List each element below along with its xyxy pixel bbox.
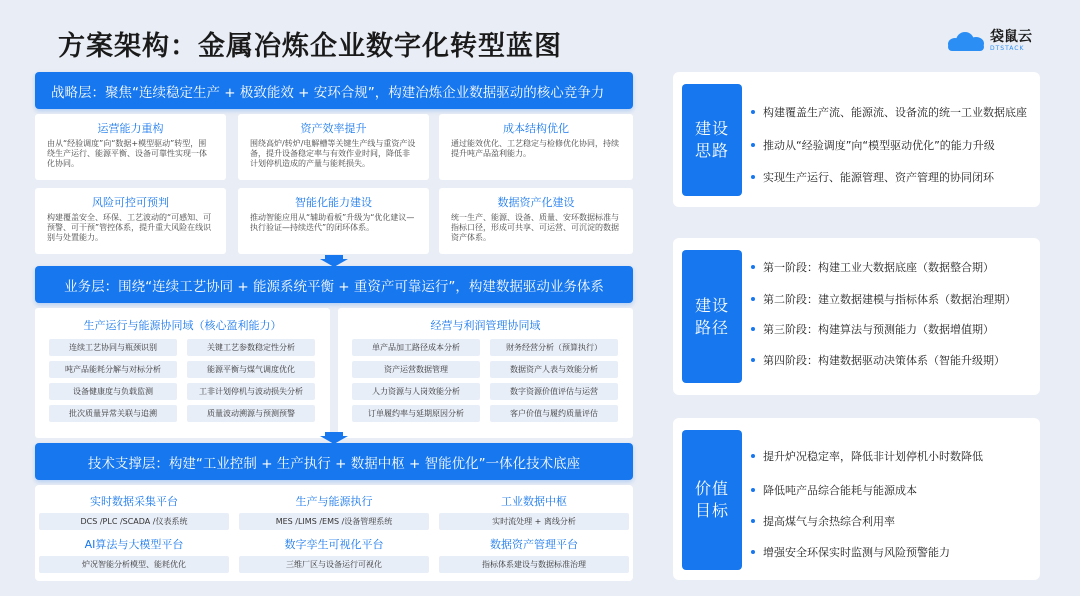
strategy-layer-bar: 战略层：聚焦“连续稳定生产 + 极致能效 + 安环合规”，构建冶炼企业数据驱动的核心竞争力 xyxy=(35,72,633,109)
domain-item: 订单履约率与延期原因分析 xyxy=(352,405,480,422)
panel-tag xyxy=(682,84,742,196)
platform-title: AI算法与大模型平台 xyxy=(84,538,184,551)
card-desc: 构建覆盖安全、环保、工艺波动的“可感知、可预警、可干预”管控体系，提升重大风险在线识别与处置能力。 xyxy=(47,213,212,242)
tag-line: 目标 xyxy=(694,501,729,520)
domain-item: 数字资源价值评估与运营 xyxy=(490,383,618,400)
domain-item: 质量波动溯源与预测预警 xyxy=(187,405,315,422)
company-logo xyxy=(946,30,1032,52)
panel-item: 构建覆盖生产流、能源流、设备流的统一工业数据底座 xyxy=(751,104,1027,120)
panel-item: 第二阶段：建立数据建模与指标体系（数据治理期） xyxy=(751,291,1016,307)
tech-platform xyxy=(439,536,629,573)
panel-item: 推动从“经验调度”向“模型驱动优化”的能力升级 xyxy=(751,137,995,153)
platform-title: 工业数据中枢 xyxy=(501,495,567,508)
cloud-logo-icon xyxy=(946,30,986,52)
logo-subtitle: DTSTACK xyxy=(990,45,1025,52)
bullet-icon xyxy=(751,358,755,362)
page-title: 方案架构：金属冶炼企业数字化转型蓝图 xyxy=(58,31,562,62)
card-desc: 统一生产、能源、设备、质量、安环数据标准与指标口径，形成可共享、可运营、可沉淀的数据资产体系。 xyxy=(451,213,619,242)
bullet-icon xyxy=(751,519,755,523)
domain-item: 资产运营数据管理 xyxy=(352,361,480,378)
bullet-icon xyxy=(751,265,755,269)
finance-profit-domain xyxy=(338,308,633,438)
panel-item: 第一阶段：构建工业大数据底座（数据整合期） xyxy=(751,259,994,275)
panel-tag xyxy=(682,430,742,570)
tech-platform xyxy=(39,493,229,530)
platform-item: 三维厂区与设备运行可视化 xyxy=(239,556,429,573)
card-desc: 推动智能应用从“辅助看板”升级为“优化建议—执行验证—持续迭代”的闭环体系。 xyxy=(250,213,415,232)
domain-item: 人力资源与人岗效能分析 xyxy=(352,383,480,400)
strategy-card xyxy=(439,188,633,254)
strategy-card xyxy=(35,114,226,180)
domain-item: 客户价值与履约质量评估 xyxy=(490,405,618,422)
card-title: 智能化能力建设 xyxy=(295,196,372,209)
value-goal-panel xyxy=(673,418,1040,580)
card-title: 运营能力重构 xyxy=(97,122,164,135)
bullet-icon xyxy=(751,327,755,331)
platform-item: DCS /PLC /SCADA /仪表系统 xyxy=(39,513,229,530)
tech-platforms xyxy=(35,485,633,581)
domain-item: 数据资产人表与效能分析 xyxy=(490,361,618,378)
domain-item: 能源平衡与煤气调度优化 xyxy=(187,361,315,378)
strategy-card xyxy=(35,188,226,254)
business-domains xyxy=(35,308,633,438)
tech-platform xyxy=(39,536,229,573)
construction-approach-panel xyxy=(673,72,1040,207)
domain-item: 单产品加工路径成本分析 xyxy=(352,339,480,356)
platform-item: 实时流处理 + 离线分析 xyxy=(439,513,629,530)
panel-item: 第四阶段：构建数据驱动决策体系（智能升级期） xyxy=(751,352,1005,368)
domain-item: 财务经营分析（预算执行） xyxy=(490,339,618,356)
domain-item: 设备健康度与负载监测 xyxy=(49,383,177,400)
card-title: 风险可控可预判 xyxy=(92,196,169,209)
tech-platform xyxy=(239,493,429,530)
strategy-card xyxy=(238,114,429,180)
bullet-icon xyxy=(751,550,755,554)
bullet-icon xyxy=(751,488,755,492)
panel-item: 实现生产运行、能源管理、资产管理的协同闭环 xyxy=(751,169,994,185)
card-desc: 围绕高炉/转炉/电解槽等关键生产线与重资产设备，提升设备稳定率与有效作业时间，降低非计划停机造成的产量与能耗损失。 xyxy=(250,139,416,168)
domain-item: 工非计划停机与波动损失分析 xyxy=(187,383,315,400)
domain-item: 关键工艺参数稳定性分析 xyxy=(187,339,315,356)
platform-item: 炉况智能分析模型、能耗优化 xyxy=(39,556,229,573)
panel-item: 提升炉况稳定率，降低非计划停机小时数降低 xyxy=(751,448,983,464)
card-title: 数据资产化建设 xyxy=(497,196,575,209)
domain-title: 经营与利润管理协同域 xyxy=(430,319,541,332)
bullet-icon xyxy=(751,143,755,147)
strategy-card xyxy=(439,114,633,180)
panel-tag xyxy=(682,250,742,383)
panel-item: 降低吨产品综合能耗与能源成本 xyxy=(751,482,917,498)
business-layer-bar: 业务层：围绕“连续工艺协同 + 能源系统平衡 + 重资产可靠运行”，构建数据驱动业务体系 xyxy=(35,266,633,303)
platform-item: MES /LIMS /EMS /设备管理系统 xyxy=(239,513,429,530)
platform-item: 指标体系建设与数据标准治理 xyxy=(439,556,629,573)
strategy-cards xyxy=(35,114,633,262)
platform-title: 数字孪生可视化平台 xyxy=(284,538,384,551)
strategy-card xyxy=(238,188,429,254)
card-desc: 由从“经验调度”向“数据+模型驱动”转型，围绕生产运行、能源平衡、设备可靠性实现一体化协同。 xyxy=(47,139,207,168)
bullet-icon xyxy=(751,175,755,179)
panel-item: 增强安全环保实时监测与风险预警能力 xyxy=(751,544,950,560)
tag-line: 建设 xyxy=(694,295,729,315)
platform-title: 实时数据采集平台 xyxy=(90,495,178,508)
bullet-icon xyxy=(751,297,755,301)
bullet-icon xyxy=(751,110,755,114)
construction-path-panel xyxy=(673,238,1040,395)
domain-item: 连续工艺协同与瓶颈识别 xyxy=(49,339,177,356)
tech-platform xyxy=(239,536,429,573)
tag-line: 价值 xyxy=(694,479,729,498)
platform-title: 数据资产管理平台 xyxy=(490,538,578,551)
tag-line: 路径 xyxy=(694,317,729,337)
card-title: 资产效率提升 xyxy=(300,122,367,135)
domain-title: 生产运行与能源协同域（核心盈利能力） xyxy=(83,319,282,332)
tech-platform xyxy=(439,493,629,530)
tag-line: 思路 xyxy=(694,141,729,160)
card-desc: 通过能效优化、工艺稳定与检修优化协同，持续提升吨产品盈利能力。 xyxy=(451,139,619,158)
domain-item: 批次质量异常关联与追溯 xyxy=(49,405,177,422)
tech-layer-bar: 技术支撑层：构建“工业控制 + 生产执行 + 数据中枢 + 智能优化”一体化技术底座 xyxy=(35,443,633,480)
tag-line: 建设 xyxy=(694,119,729,138)
card-title: 成本结构优化 xyxy=(503,122,569,135)
panel-item: 第三阶段：构建算法与预测能力（数据增值期） xyxy=(751,321,994,337)
platform-title: 生产与能源执行 xyxy=(295,495,373,508)
production-energy-domain xyxy=(35,308,330,438)
domain-item: 吨产品能耗分解与对标分析 xyxy=(49,361,177,378)
bullet-icon xyxy=(751,454,755,458)
logo-name: 袋鼠云 xyxy=(990,29,1032,45)
panel-item: 提高煤气与余热综合利用率 xyxy=(751,513,895,529)
